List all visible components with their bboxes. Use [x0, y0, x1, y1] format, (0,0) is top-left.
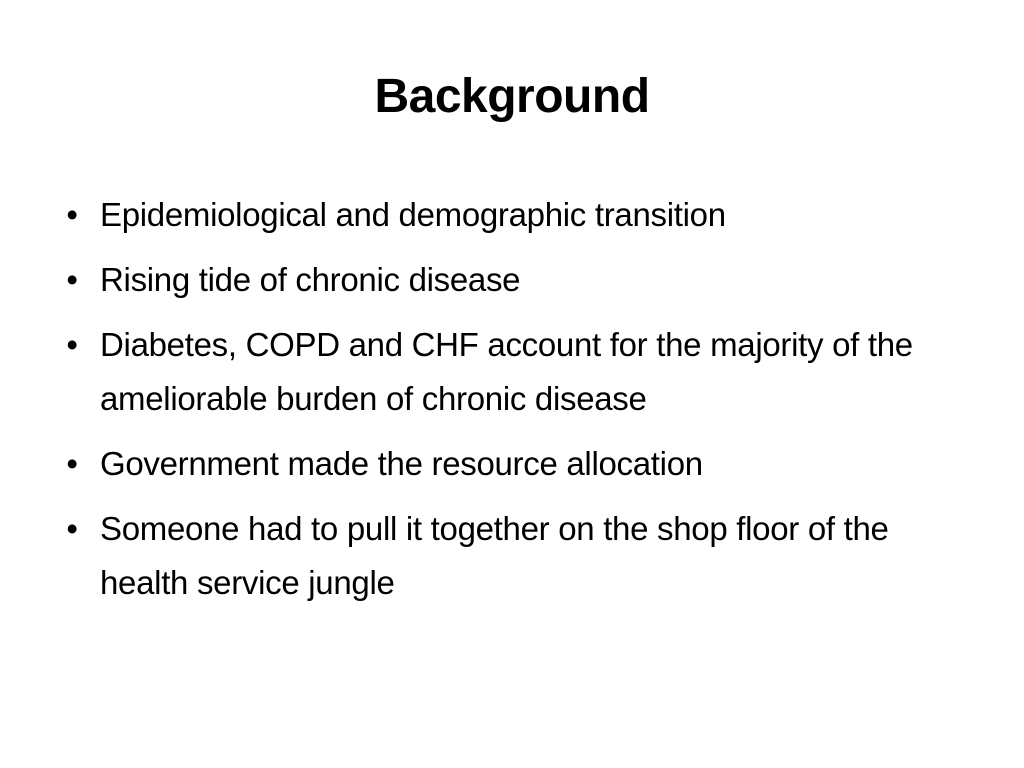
bullet-text: Diabetes, COPD and CHF account for the majority of the ameliorable burden of chronic disease	[100, 326, 913, 417]
bullet-icon: •	[66, 261, 78, 298]
bullet-item	[60, 437, 960, 491]
bullet-text: Rising tide of chronic disease	[100, 261, 521, 298]
bullet-icon: •	[66, 445, 78, 482]
bullet-text: Someone had to pull it together on the shop floor of the health service jungle	[100, 510, 889, 601]
bullet-icon: •	[66, 196, 78, 233]
bullet-text: Epidemiological and demographic transition	[100, 196, 726, 233]
bullet-item	[60, 318, 960, 426]
bullet-icon: •	[66, 510, 78, 547]
bullet-item	[60, 502, 960, 610]
bullet-list	[60, 188, 960, 621]
slide-title: Background	[374, 70, 650, 123]
bullet-text: Government made the resource allocation	[100, 445, 703, 482]
bullet-item	[60, 188, 960, 242]
bullet-icon: •	[66, 326, 78, 363]
bullet-item	[60, 253, 960, 307]
